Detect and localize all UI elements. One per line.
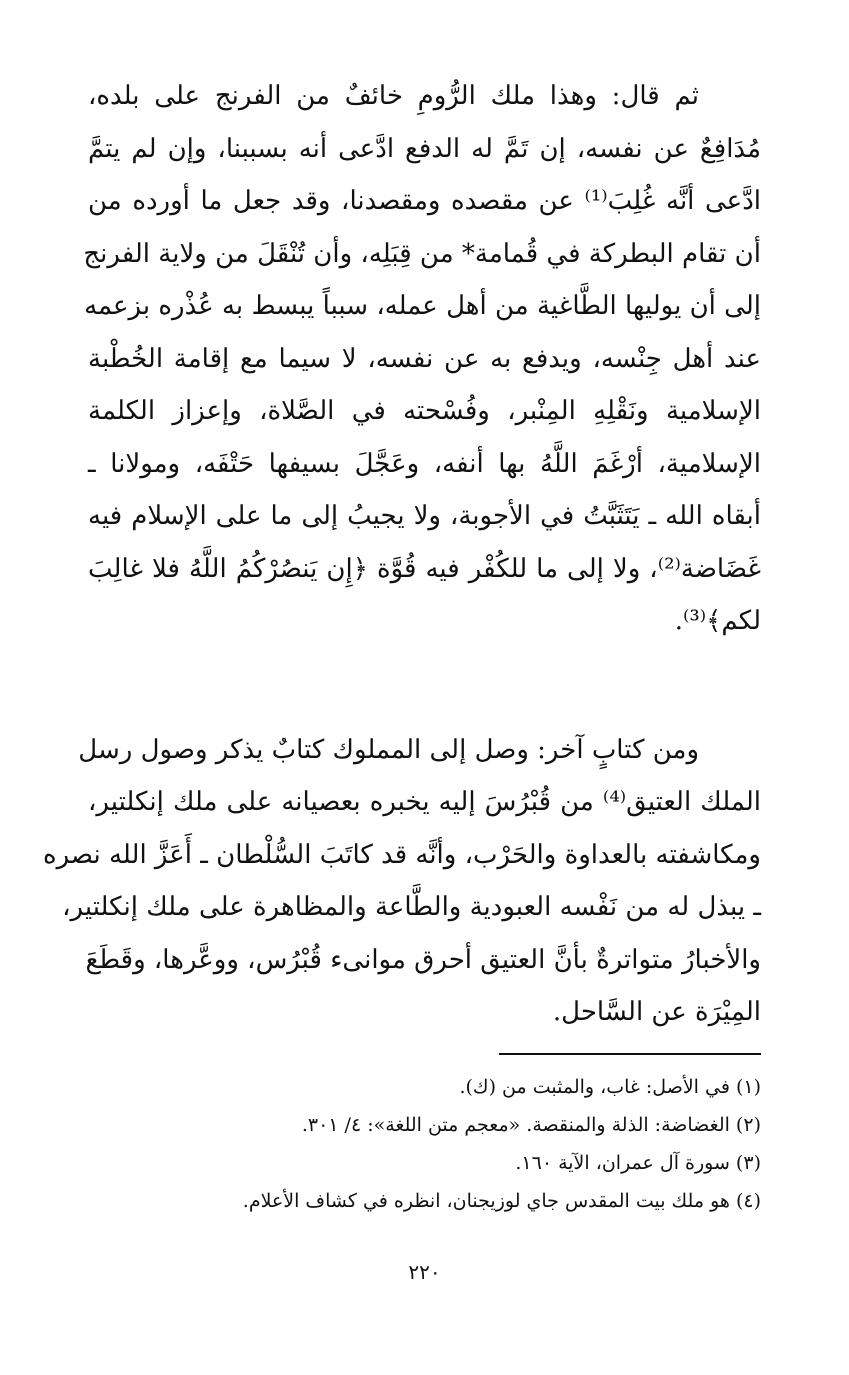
text-line: عند أهل جِنْسه، ويدفع به عن نفسه، لا سيما مع إقامة الخُطْبة [88,343,761,374]
text-line: ومكاشفته بالعداوة والحَرْب، وأنَّه قد كاتَبَ السُّلْطان ـ أَعَزَّ الله نصره [42,839,761,870]
text-line: ـ يبذل له من نَفْسه العبودية والطَّاعة والمظاهرة على ملك إنكلتير، [62,892,761,922]
paragraph-gap [88,648,761,724]
text-line: ومن كتابٍ آخر: وصل إلى المملوك كتابٌ يذكر وصول رسل [78,734,699,765]
main-text [42,70,761,1039]
text-line: والأخبارُ متواترةٌ بأنَّ العتيق أحرق موانىء قُبْرُس، ووعَّرها، وقَطَعَ [85,944,761,975]
footnote-2: (٢) الغضاضة: الذلة والمنقصة. «معجم متن اللغة»: ٤/ ٣٠١. [301,1114,761,1136]
text-line: أن تقام البطركة في قُمامة* من قِبَلِه، وأن تُنْقَلَ من ولاية الفرنج [83,238,761,269]
footnotes [88,1068,761,1220]
text-line: لكم﴾⁽³⁾. [674,606,761,636]
footnote-1: (١) في الأصل: غاب، والمثبت من (ك). [459,1076,761,1098]
paragraph-1 [83,70,761,648]
footnote-3: (٣) سورة آل عمران، الآية ١٦٠. [515,1152,761,1174]
text-line: ادَّعى أنَّه غُلِبَ⁽¹⁾ عن مقصده ومقصدنا، وقد جعل ما أورده من [88,186,761,216]
footnote-4: (٤) هو ملك بيت المقدس جاي لوزيجنان، انظره في كشاف الأعلام. [242,1190,761,1212]
text-line: الإسلامية ونَقْلِهِ المِنْبر، وفُسْحته في الصَّلاة، وإعزاز الكلمة [88,396,761,426]
text-line: إلى أن يوليها الطَّاغية من أهل عمله، سبباً يبسط به عُذْره بزعمه [84,291,761,321]
text-line: الإسلامية، أرْغَمَ اللَّهُ بها أنفه، وعَجَّلَ بسيفها حَتْفَه، ومولانا ـ [88,448,761,479]
footnote-divider [499,1053,761,1055]
paragraph-2 [42,724,761,1039]
text-line: غَضَاضة⁽²⁾، ولا إلى ما للكُفْر فيه قُوَّة ﴿إِن يَنصُرْكُمُ اللَّهُ فلا غالِبَ [88,553,761,584]
text-line: أبقاه الله ـ يَتَثَبَّتُ في الأجوبة، ولا يجيبُ إلى ما على الإسلام فيه [88,501,761,531]
text-line: مُدَافِعٌ عن نفسه، إن تَمَّ له الدفع ادَّعى أنه بسببنا، وإن لم يتمَّ [88,133,761,164]
text-line: المِيْرَة عن السَّاحل. [552,997,761,1027]
text-line: ثم قال: وهذا ملك الرُّومِ خائفٌ من الفرنج على بلده، [88,81,699,111]
page-number: ٢٢٠ [408,1260,441,1284]
text-line: الملك العتيق⁽⁴⁾ من قُبْرُسَ إليه يخبره بعصيانه على ملك إنكلتير، [88,787,761,817]
